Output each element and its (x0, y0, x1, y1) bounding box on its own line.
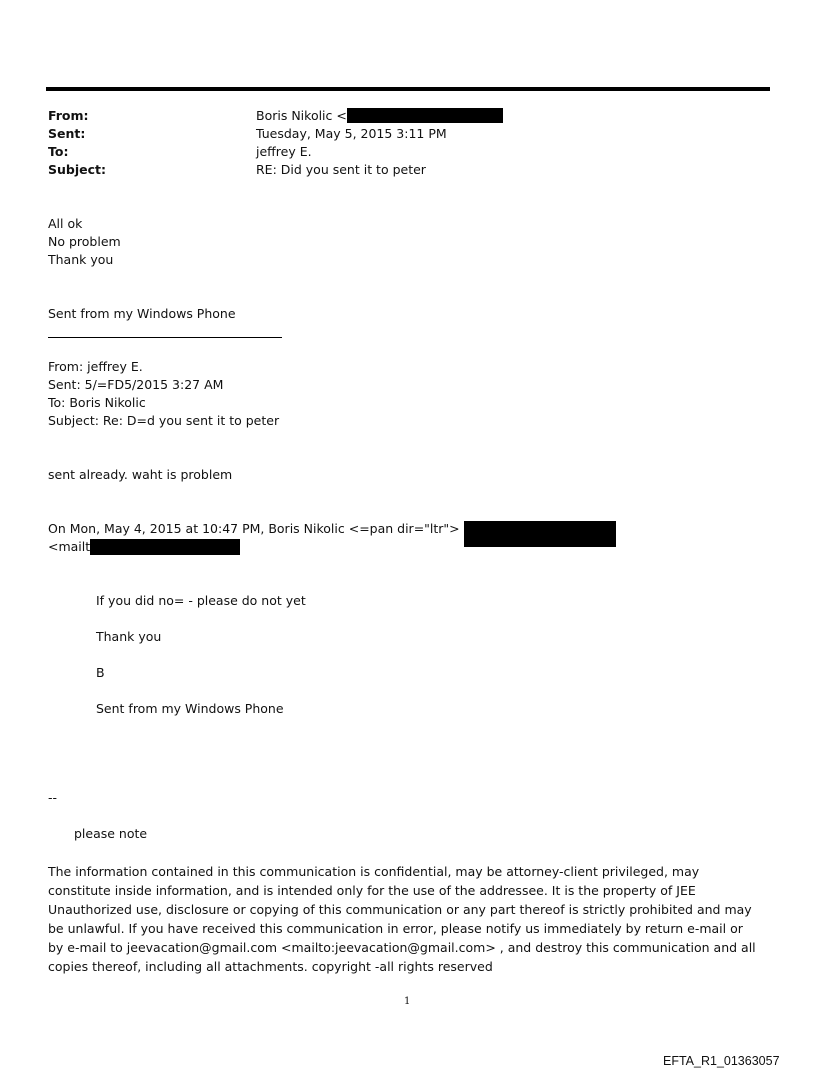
on-wrote-line-a (48, 521, 460, 536)
please-note: please note (74, 826, 148, 841)
body-line: No problem (48, 234, 121, 249)
redaction-box (90, 539, 240, 555)
signature: Sent from my Windows Phone (48, 306, 236, 321)
to-label: To: (48, 144, 69, 159)
from-label: From: (48, 108, 89, 123)
sent-label: Sent: (48, 126, 86, 141)
quoted-from: From: jeffrey E. (48, 359, 143, 374)
nested-line: Thank you (96, 629, 162, 644)
on-wrote-text: On Mon, May 4, 2015 at 10:47 PM, Boris Nikolic <=pan dir="ltr"> (48, 521, 460, 536)
from-name: Boris Nikolic < (256, 108, 347, 123)
subject-value: RE: Did you sent it to peter (256, 162, 426, 177)
nested-line: B (96, 665, 105, 680)
separator: -- (48, 790, 58, 805)
mailto-prefix: <mailt (48, 539, 91, 554)
page-number: 1 (404, 996, 411, 1007)
document-id: EFTA_R1_01363057 (663, 1054, 780, 1068)
body-line: Thank you (48, 252, 114, 267)
to-value: jeffrey E. (256, 144, 312, 159)
quoted-subject: Subject: Re: D=d you sent it to peter (48, 413, 280, 428)
nested-signature: Sent from my Windows Phone (96, 701, 284, 716)
redaction-box (464, 521, 616, 547)
disclaimer: The information contained in this communication is confidential, may be attorney-client privileged, may constitute inside information, and is intended only for the use of the addressee. It is the property of JEE Unauthorized use, disclosure or copying of this communication or any part thereof is strictly prohibited and may be unlawful. If you have received this communication in error, please notify us immediately by return e-mail or by e-mail to jeevacation@gmail.com <mailto:jeevacation@gmail.com> , and destroy this communication and all copies thereof, including all attachments. copyright -all rights reserved (48, 864, 756, 974)
quoted-to: To: Boris Nikolic (48, 395, 146, 410)
body-line: All ok (48, 216, 83, 231)
signature-rule (48, 337, 282, 338)
redaction-box (347, 108, 503, 123)
sent-value: Tuesday, May 5, 2015 3:11 PM (256, 126, 447, 141)
quoted-reply: sent already. waht is problem (48, 467, 233, 482)
nested-line: If you did no= - please do not yet (96, 593, 306, 608)
subject-label: Subject: (48, 162, 106, 177)
quoted-sent: Sent: 5/=FD5/2015 3:27 AM (48, 377, 224, 392)
top-rule (46, 87, 770, 91)
on-wrote-line-b (48, 539, 159, 554)
from-value (256, 108, 347, 123)
